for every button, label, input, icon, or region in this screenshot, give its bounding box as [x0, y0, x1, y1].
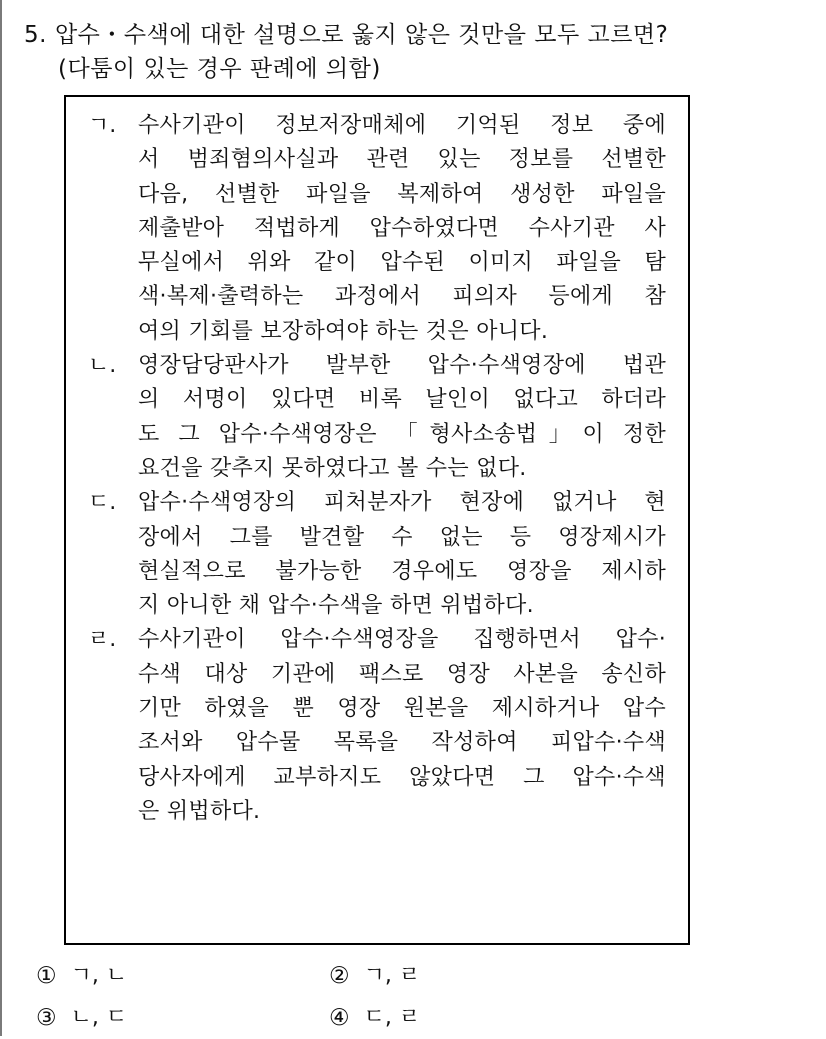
statement-digeut [88, 486, 666, 623]
statement-nieun [88, 349, 666, 486]
choice-row-2 [36, 997, 736, 1039]
statement-line: 영장담당판사가 발부한 압수·수색영장에 법관 [138, 353, 666, 379]
statement-line: 지 아니한 채 압수·수색을 하면 위법하다. [138, 593, 534, 619]
choice-4[interactable] [329, 997, 622, 1039]
statement-line: 요건을 갖추지 못하였다고 볼 수는 없다. [138, 455, 527, 481]
statement-marker: ㄷ. [88, 490, 117, 516]
choice-label: ㄱ, ㄹ [363, 963, 421, 988]
statement-line: 무실에서 위와 같이 압수된 이미지 파일을 탐 [138, 250, 666, 276]
statement-line: 수사기관이 정보저장매체에 기억된 정보 중에 [138, 113, 666, 138]
statement-line: 당사자에게 교부하지도 않았다면 그 압수·수색 [138, 764, 666, 790]
question-number: 5. [24, 22, 47, 48]
statement-rieul [88, 623, 666, 829]
choice-row-1 [36, 955, 736, 997]
statement-line: 은 위법하다. [138, 798, 261, 824]
statement-line: 수사기관이 압수·수색영장을 집행하면서 압수· [138, 627, 666, 653]
statement-line: 장에서 그를 발견할 수 없는 등 영장제시가 [138, 524, 666, 550]
statement-line: 의 서명이 있다면 비록 날인이 없다고 하더라 [138, 387, 666, 413]
statement-line: 여의 기회를 보장하여야 하는 것은 아니다. [138, 318, 549, 344]
statement-line: 조서와 압수물 목록을 작성하여 피압수·수색 [138, 730, 666, 756]
choice-label: ㄱ, ㄴ [70, 963, 128, 988]
choice-number: ③ [36, 1005, 57, 1031]
question-line-1 [24, 22, 668, 48]
statement-line: 수색 대상 기관에 팩스로 영장 사본을 송신하 [138, 661, 666, 687]
statement-line: 다음, 선별한 파일을 복제하여 생성한 파일을 [138, 181, 666, 207]
statement-line: 압수·수색영장의 피처분자가 현장에 없거나 현 [138, 490, 666, 516]
choice-2[interactable] [329, 955, 622, 997]
statement-line: 색·복제·출력하는 과정에서 피의자 등에게 참 [138, 284, 666, 310]
choice-number: ② [329, 963, 350, 989]
statement-marker: ㄴ. [88, 353, 117, 379]
statements-box [64, 95, 690, 945]
statement-line: 도 그 압수·수색영장은 「형사소송법」이 정한 [138, 421, 666, 447]
statement-line: 서 범죄혐의사실과 관련 있는 정보를 선별한 [138, 147, 666, 173]
choice-1[interactable] [36, 955, 329, 997]
page-left-border [0, 0, 2, 1036]
statement-line: 제출받아 적법하게 압수하였다면 수사기관 사 [138, 215, 666, 241]
statement-line: 현실적으로 불가능한 경우에도 영장을 제시하 [138, 558, 666, 584]
question-stem-condition: (다툼이 있는 경우 판례에 의함) [58, 56, 381, 82]
statement-list [88, 109, 666, 829]
statement-marker: ㄱ. [88, 113, 117, 138]
statement-marker: ㄹ. [88, 627, 117, 653]
choice-3[interactable] [36, 997, 329, 1039]
answer-choices [36, 955, 736, 1039]
choice-number: ④ [329, 1005, 350, 1031]
statement-line: 기만 하였을 뿐 영장 원본을 제시하거나 압수 [138, 696, 666, 722]
choice-label: ㄴ, ㄷ [70, 1005, 128, 1030]
question-stem [24, 18, 814, 86]
choice-number: ① [36, 963, 57, 989]
question-stem-text: 압수・수색에 대한 설명으로 옳지 않은 것만을 모두 고르면? [54, 22, 669, 48]
statement-giyeok [88, 109, 666, 349]
choice-label: ㄷ, ㄹ [363, 1005, 421, 1030]
